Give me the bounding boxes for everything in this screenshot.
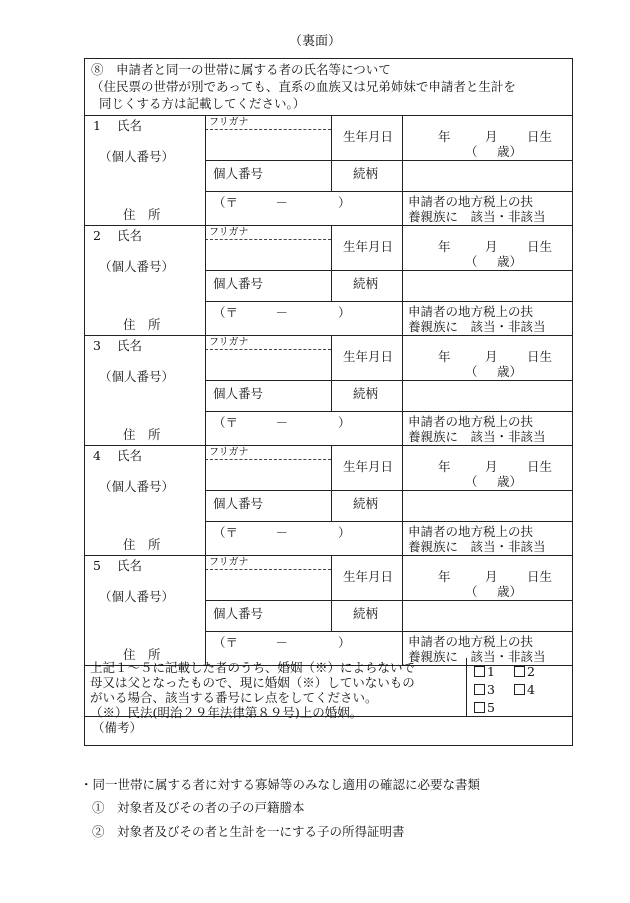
address-label: 住 所 xyxy=(123,647,161,662)
checkbox-icon xyxy=(474,702,485,713)
day-label: 日生 xyxy=(527,129,553,144)
name-input[interactable] xyxy=(209,350,329,378)
dependent-line1: 申請者の地方税上の扶 xyxy=(408,414,534,429)
month-label: 月 xyxy=(485,239,498,254)
dependent-line1: 申請者の地方税上の扶 xyxy=(408,634,534,649)
furigana-label: フリガナ xyxy=(209,227,249,238)
age-close: 歳） xyxy=(497,584,523,599)
dependent-line2: 養親族に 該当・非該当 xyxy=(408,429,546,444)
address-label: 住 所 xyxy=(123,537,161,552)
section-note-line1: （住民票の世帯が別であっても、直系の血族又は兄弟姉妹で申請者と生計を xyxy=(91,79,516,94)
year-label: 年 xyxy=(438,459,451,474)
age-open: （ xyxy=(465,144,478,159)
postal-code-label: （〒 － ） xyxy=(213,195,351,210)
relation-label: 続柄 xyxy=(353,606,379,621)
mynumber-paren-label: （個人番号） xyxy=(99,479,175,494)
checkbox-icon xyxy=(514,684,525,695)
household-members-form xyxy=(84,58,573,746)
name-label: 氏名 xyxy=(117,448,143,463)
mynumber-paren-label: （個人番号） xyxy=(99,369,175,384)
dependent-line2: 養親族に 該当・非該当 xyxy=(408,649,546,664)
dependent-line1: 申請者の地方税上の扶 xyxy=(408,524,534,539)
checkbox-3[interactable]: 3 xyxy=(474,682,495,697)
birthdate-label: 生年月日 xyxy=(343,349,394,364)
address-label: 住 所 xyxy=(123,207,161,222)
day-label: 日生 xyxy=(527,349,553,364)
check-note-line4: （※）民法(明治２９年法律第８９号)上の婚姻。 xyxy=(90,705,363,720)
name-label: 氏名 xyxy=(117,558,143,573)
footer-item-1: ① 対象者及びその者の子の戸籍謄本 xyxy=(92,800,305,815)
checkbox-icon xyxy=(474,684,485,695)
age-open: （ xyxy=(465,254,478,269)
mynumber-label: 個人番号 xyxy=(213,606,264,621)
checkbox-1[interactable]: 1 xyxy=(474,664,495,679)
name-label: 氏名 xyxy=(117,228,143,243)
age-close: 歳） xyxy=(497,364,523,379)
postal-code-label: （〒 － ） xyxy=(213,415,351,430)
person-number: 3 xyxy=(93,338,101,353)
month-label: 月 xyxy=(485,349,498,364)
checkbox-icon xyxy=(514,666,525,677)
age-open: （ xyxy=(465,474,478,489)
month-label: 月 xyxy=(485,129,498,144)
name-input[interactable] xyxy=(209,130,329,158)
address-label: 住 所 xyxy=(123,317,161,332)
check-note-line1: 上記１～５に記載した者のうち、婚姻（※）によらないで xyxy=(90,660,416,675)
footer-item-2: ② 対象者及びその者と生計を一にする子の所得証明書 xyxy=(92,824,405,839)
section-note-line2: 同じくする方は記載してください。） xyxy=(99,96,306,111)
year-label: 年 xyxy=(438,349,451,364)
name-input[interactable] xyxy=(209,570,329,598)
year-label: 年 xyxy=(438,569,451,584)
day-label: 日生 xyxy=(527,459,553,474)
dependent-line1: 申請者の地方税上の扶 xyxy=(408,194,534,209)
dependent-line1: 申請者の地方税上の扶 xyxy=(408,304,534,319)
mynumber-label: 個人番号 xyxy=(213,496,264,511)
address-label: 住 所 xyxy=(123,427,161,442)
age-close: 歳） xyxy=(497,474,523,489)
postal-code-label: （〒 － ） xyxy=(213,305,351,320)
checkbox-2[interactable]: 2 xyxy=(514,664,535,679)
year-label: 年 xyxy=(438,129,451,144)
age-close: 歳） xyxy=(497,254,523,269)
birthdate-label: 生年月日 xyxy=(343,239,394,254)
relation-label: 続柄 xyxy=(353,496,379,511)
check-note-line3: がいる場合、該当する番号にレ点をしてください。 xyxy=(90,690,378,705)
person-number: 5 xyxy=(93,558,101,573)
person-number: 2 xyxy=(93,228,101,243)
dependent-line2: 養親族に 該当・非該当 xyxy=(408,209,546,224)
birthdate-label: 生年月日 xyxy=(343,459,394,474)
mynumber-paren-label: （個人番号） xyxy=(99,149,175,164)
relation-label: 続柄 xyxy=(353,166,379,181)
furigana-label: フリガナ xyxy=(209,337,249,348)
birthdate-label: 生年月日 xyxy=(343,129,394,144)
month-label: 月 xyxy=(485,569,498,584)
postal-code-label: （〒 － ） xyxy=(213,635,351,650)
section-header: ⑧ 申請者と同一の世帯に属する者の氏名等について xyxy=(91,62,391,77)
name-label: 氏名 xyxy=(117,338,143,353)
furigana-label: フリガナ xyxy=(209,557,249,568)
mynumber-paren-label: （個人番号） xyxy=(99,589,175,604)
person-number: 4 xyxy=(93,448,101,463)
postal-code-label: （〒 － ） xyxy=(213,525,351,540)
month-label: 月 xyxy=(485,459,498,474)
year-label: 年 xyxy=(438,239,451,254)
age-open: （ xyxy=(465,364,478,379)
person-number: 1 xyxy=(93,118,101,133)
checkbox-5[interactable]: 5 xyxy=(474,700,495,715)
name-label: 氏名 xyxy=(117,118,143,133)
name-input[interactable] xyxy=(209,460,329,488)
age-open: （ xyxy=(465,584,478,599)
age-close: 歳） xyxy=(497,144,523,159)
birthdate-label: 生年月日 xyxy=(343,569,394,584)
remarks-label: （備考） xyxy=(92,720,143,735)
relation-label: 続柄 xyxy=(353,276,379,291)
page-title: （裏面） xyxy=(288,34,341,49)
relation-label: 続柄 xyxy=(353,386,379,401)
name-input[interactable] xyxy=(209,240,329,268)
day-label: 日生 xyxy=(527,569,553,584)
mynumber-label: 個人番号 xyxy=(213,386,264,401)
furigana-label: フリガナ xyxy=(209,447,249,458)
mynumber-paren-label: （個人番号） xyxy=(99,259,175,274)
checkbox-4[interactable]: 4 xyxy=(514,682,535,697)
dependent-line2: 養親族に 該当・非該当 xyxy=(408,539,546,554)
footer-heading: ・同一世帯に属する者に対する寡婦等のみなし適用の確認に必要な書類 xyxy=(80,777,481,792)
check-note-line2: 母又は父となったもので、現に婚姻（※）していないもの xyxy=(90,675,415,690)
day-label: 日生 xyxy=(527,239,553,254)
mynumber-label: 個人番号 xyxy=(213,166,264,181)
dependent-line2: 養親族に 該当・非該当 xyxy=(408,319,546,334)
checkbox-icon xyxy=(474,666,485,677)
mynumber-label: 個人番号 xyxy=(213,276,264,291)
furigana-label: フリガナ xyxy=(209,117,249,128)
